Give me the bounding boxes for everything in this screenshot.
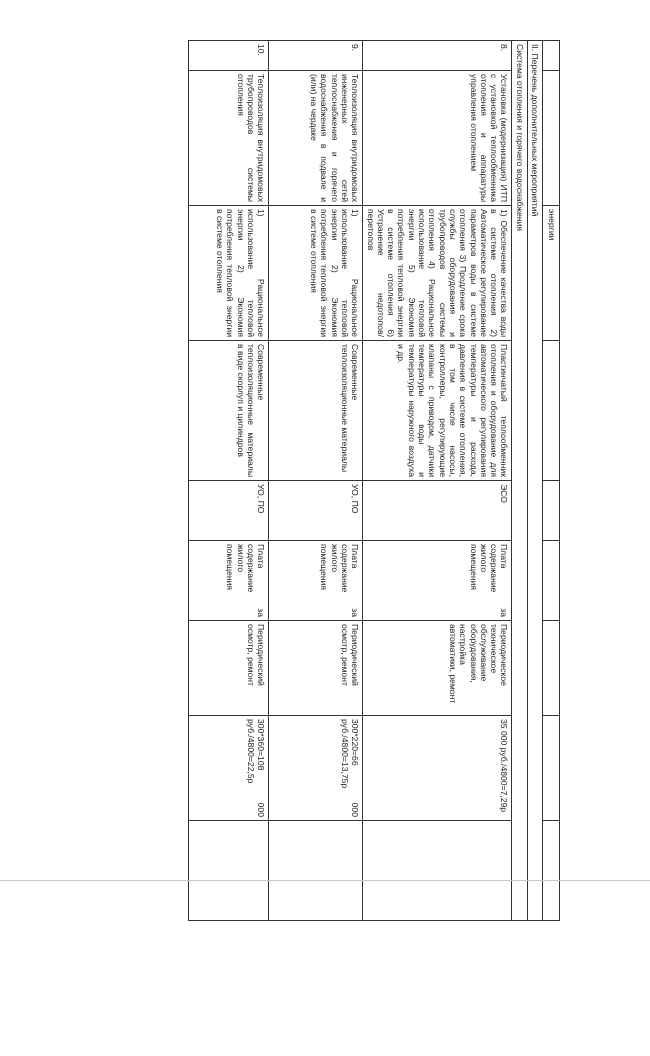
measure-equipment: Пластинчатый теплообменник отопления и оборудование для автоматического регулирования температуры и расхода, давления в системе отопления, в том числе насосы, контроллеры, регулирующие клапаны с приводом, датчики температуры воды и температуры наружного воздуха и др. [363, 341, 512, 481]
measures-table [188, 40, 560, 921]
row-number: 10. [189, 41, 269, 71]
measure-cost: 300*220=66 000 руб./4800=13,75р [269, 716, 363, 821]
measure-source: Плата за содержание жилого помещения [363, 541, 512, 621]
section-heading-row [527, 41, 542, 921]
row-number: 9. [269, 41, 363, 71]
measure-maintenance: Периодический осмотр, ремонт [189, 621, 269, 716]
measure-name: Установка (модернизация) ИТП с установкой теплообменника отопления и аппаратуры управления отоплением [363, 71, 512, 206]
measure-executor: УО, ПО [189, 481, 269, 541]
measure-name: Теплоизоляция внутридомовых инженерных сетей теплоснабжения и горячего водоснабжения в подвале и (или) на чердаке [269, 71, 363, 206]
measure-executor: УО, ПО [269, 481, 363, 541]
table-row [363, 41, 512, 921]
measure-effect: 1) Рациональное использование тепловой энергии 2) Экономия потребления тепловой энергии в системе отопления [269, 206, 363, 341]
table-row [269, 41, 363, 921]
page-divider-line [0, 880, 650, 881]
measure-maintenance: Периодическое техническое обслуживание оборудования, настройка автоматики, ремонт [363, 621, 512, 716]
measure-executor: ЭСО [363, 481, 512, 541]
top-blank-row [543, 41, 560, 921]
measure-effect: 1) Обеспечение качества воды в системе отопления 2) Автоматическое регулирование параметров воды в системе отопления 3) Продление срока службы оборудования и трубопроводов системы отопления 4) Рациональное использование тепловой энергии 5) Экономия потребления тепловой энергии в системе отопления 6) Устранение недотопов/перетопов [363, 206, 512, 341]
measure-equipment: Современные теплоизоляционные материалы в виде скорлуп и цилиндров [189, 341, 269, 481]
subsection-heading-row [512, 41, 527, 921]
measure-cost: 35 000 руб./4800=7,29р [363, 716, 512, 821]
row-number: 8. [363, 41, 512, 71]
table-row [189, 41, 269, 921]
measure-effect: 1) Рациональное использование тепловой энергии 2) Экономия потребления тепловой энергии в системе отопления [189, 206, 269, 341]
measure-name: Теплоизоляция внутридомовых трубопроводов системы отопления [189, 71, 269, 206]
energy-label-cell: энергии [543, 206, 560, 341]
rotated-table-block [60, 40, 560, 920]
measure-equipment: Современные теплоизоляционные материалы [269, 341, 363, 481]
measure-maintenance: Периодический осмотр, ремонт [269, 621, 363, 716]
subsection-heading: Система отопления и горячего водоснабжения [512, 41, 527, 921]
measure-cost: 300*360=108 000 руб./4800=22,5р [189, 716, 269, 821]
measure-source: Плата за содержание жилого помещения [189, 541, 269, 621]
measure-source: Плата за содержание жилого помещения [269, 541, 363, 621]
section-heading: II. Перечень дополнительных мероприятий [527, 41, 542, 921]
